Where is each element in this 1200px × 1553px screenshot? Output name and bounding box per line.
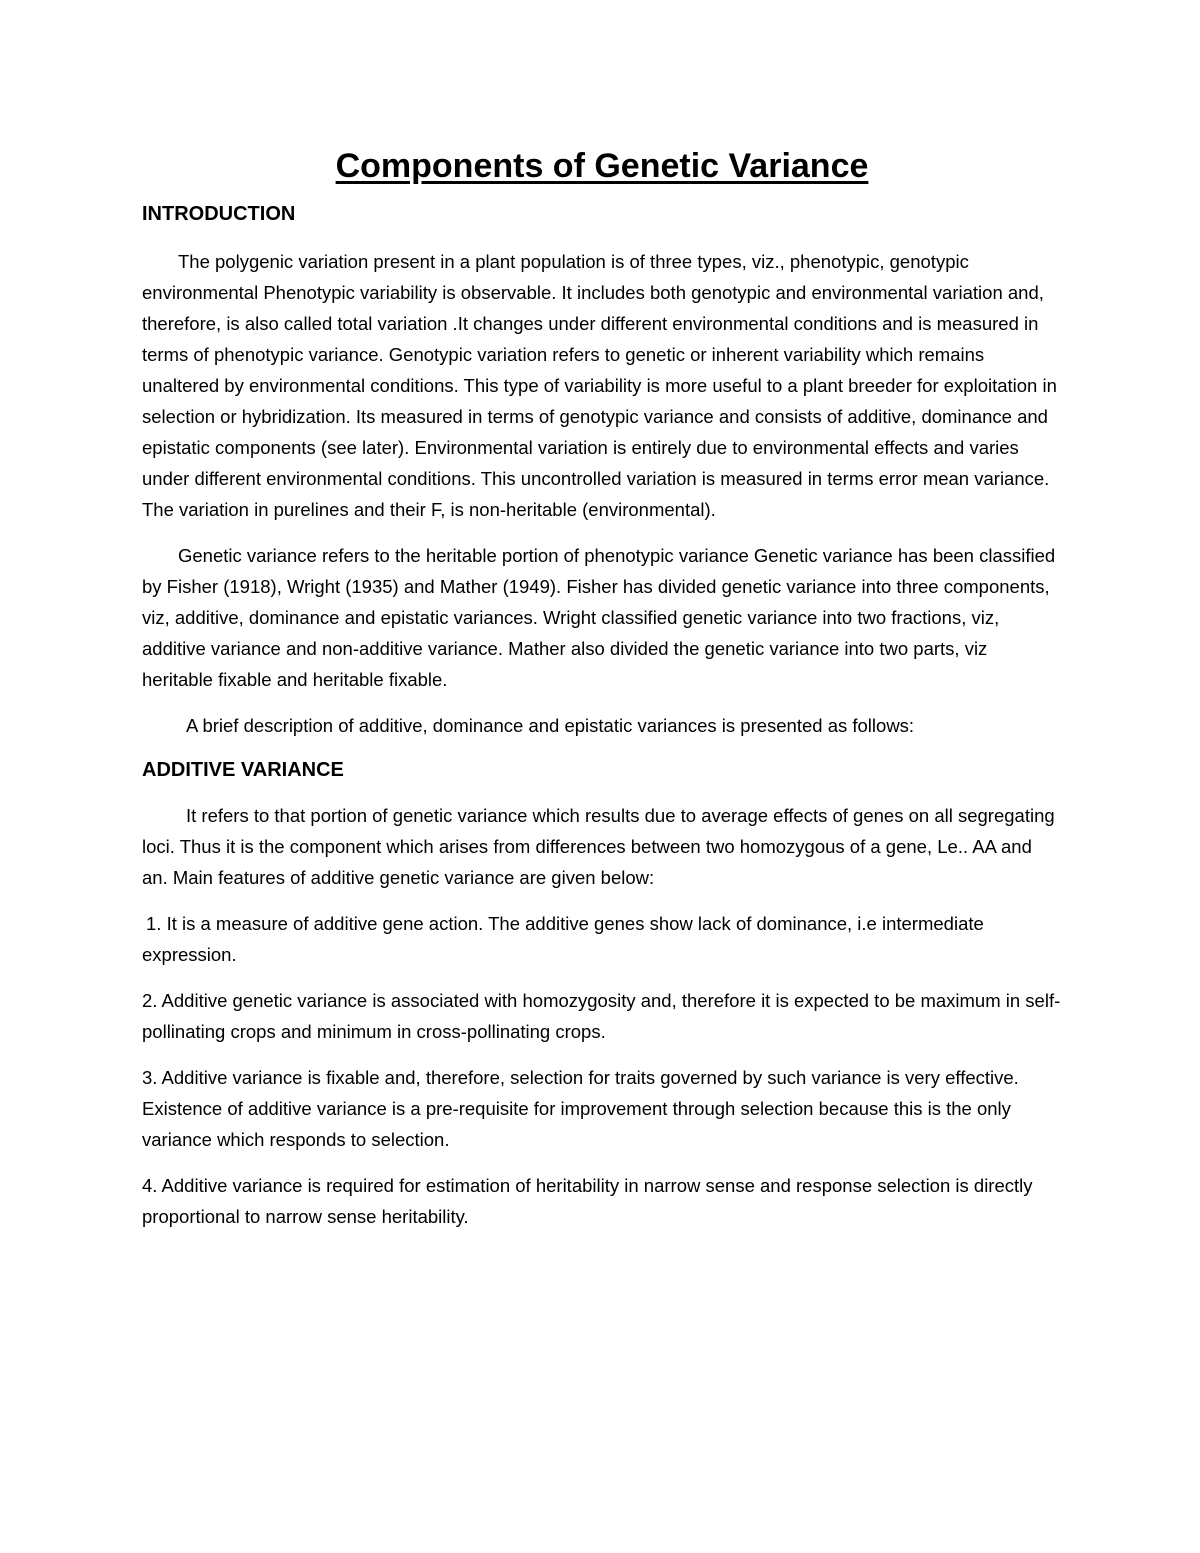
additive-point-4: 4. Additive variance is required for estimation of heritability in narrow sense and response selection is directly proportional to narrow sense heritability. bbox=[142, 1175, 1033, 1227]
additive-point-1: 1. It is a measure of additive gene action. The additive genes show lack of dominance, i.e intermediate expression. bbox=[142, 913, 984, 965]
page-title: Components of Genetic Variance bbox=[335, 147, 869, 185]
additive-point-3: 3. Additive variance is fixable and, therefore, selection for traits governed by such variance is very effective. Existence of additive variance is a pre-requisite for improvement through selection because this is the only variance which responds to selection. bbox=[142, 1067, 1019, 1150]
intro-paragraph-3: A brief description of additive, dominance and epistatic variances is presented as follows: bbox=[186, 715, 915, 736]
document-body bbox=[142, 146, 1062, 1247]
additive-intro-paragraph: It refers to that portion of genetic variance which results due to average effects of genes on all segregating loci. Thus it is the component which arises from differences between two homozygous of a gene, Le.. AA and an. Main features of additive genetic variance are given below: bbox=[142, 805, 1055, 888]
additive-point-2: 2. Additive genetic variance is associated with homozygosity and, therefore it is expected to be maximum in self-pollinating crops and minimum in cross-pollinating crops. bbox=[142, 990, 1061, 1042]
additive-variance-heading: ADDITIVE VARIANCE bbox=[142, 759, 344, 781]
introduction-heading: INTRODUCTION bbox=[142, 203, 296, 225]
intro-paragraph-1: The polygenic variation present in a plant population is of three types, viz., phenotypic, genotypic environmental Phenotypic variability is observable. It includes both genotypic and environmental variation and, therefore, is also called total variation .It changes under different environmental conditions and is measured in terms of phenotypic variance. Genotypic variation refers to genetic or inherent variability which remains unaltered by environmental conditions. This type of variability is more useful to a plant breeder for exploitation in selection or hybridization. Its measured in terms of genotypic variance and consists of additive, dominance and epistatic components (see later). Environmental variation is entirely due to environmental effects and varies under different environmental conditions. This uncontrolled variation is measured in terms error mean variance. The variation in purelines and their F, is non-heritable (environmental). bbox=[142, 251, 1057, 520]
intro-paragraph-2: Genetic variance refers to the heritable portion of phenotypic variance Genetic variance has been classified by Fisher (1918), Wright (1935) and Mather (1949). Fisher has divided genetic variance into three components, viz, additive, dominance and epistatic variances. Wright classified genetic variance into two fractions, viz, additive variance and non-additive variance. Mather also divided the genetic variance into two parts, viz heritable fixable and heritable fixable. bbox=[142, 545, 1056, 690]
